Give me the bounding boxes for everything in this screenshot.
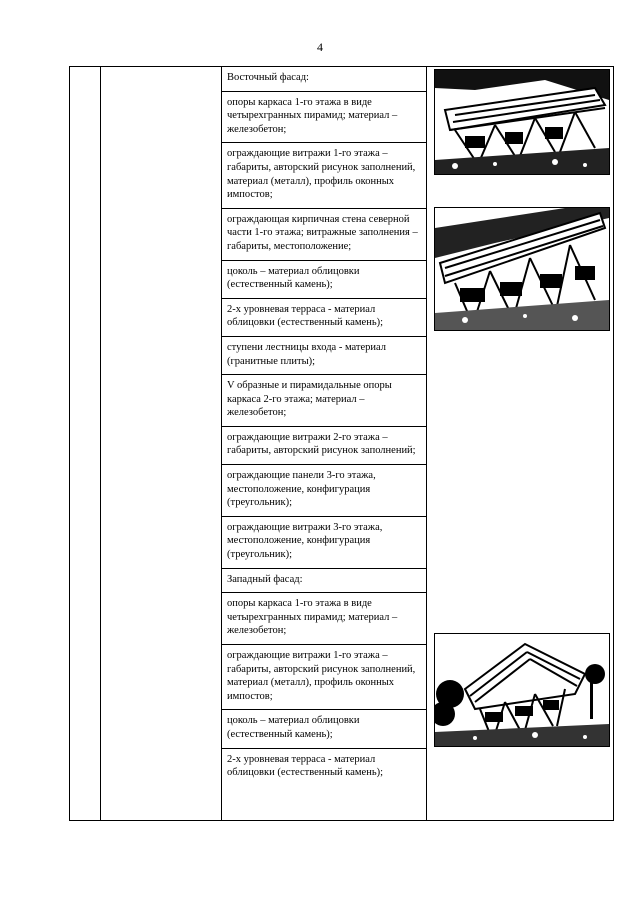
- list-item: ограждающие панели 3-го этажа, местоположение, конфигурация (треугольник);: [227, 470, 376, 509]
- list-item: V образные и пирамидальные опоры каркаса 2-го этажа; материал – железобетон;: [227, 380, 392, 419]
- list-item: опоры каркаса 1-го этажа в виде четырехгранных пирамид; материал – железобетон;: [227, 598, 398, 637]
- page-number: 4: [317, 40, 323, 54]
- east-facade-photo-1: [434, 69, 610, 175]
- list-item: 2-х уровневая терраса - материал облицовки (естественный камень);: [227, 753, 384, 779]
- list-item: цоколь – материал облицовки (естественный камень);: [227, 265, 360, 291]
- list-item: ступени лестницы входа - материал (гранитные плиты);: [227, 341, 387, 367]
- list-item: ограждающие витражи 1-го этажа – габариты, авторский рисунок заполнений, материал (металл), профиль оконных импостов;: [227, 650, 416, 702]
- column-divider: [426, 67, 427, 820]
- west-facade-photo: [434, 633, 610, 747]
- list-item: ограждающие витражи 3-го этажа, местоположение, конфигурация (треугольник);: [227, 521, 383, 561]
- list-item: 2-х уровневая терраса - материал облицовки (естественный камень);: [227, 303, 384, 329]
- list-item: ограждающие витражи 1-го этажа – габариты, авторский рисунок заполнений, материал (металл), профиль оконных импостов;: [227, 148, 416, 201]
- document-table: [69, 66, 614, 821]
- list-item: опоры каркаса 1-го этажа в виде четырехгранных пирамид; материал – железобетон;: [227, 96, 398, 135]
- column-divider: [100, 67, 101, 820]
- list-item: ограждающая кирпичная стена северной части 1-го этажа; витражные заполнения – габариты, местоположение;: [227, 213, 418, 252]
- list-item: цоколь – материал облицовки (естественный камень);: [227, 715, 360, 740]
- section-heading-east: Восточный фасад:: [227, 72, 309, 83]
- section-heading-west: Западный фасад:: [227, 573, 303, 585]
- east-facade-photo-2: [434, 207, 610, 331]
- description-column: [221, 67, 426, 786]
- list-item: ограждающие витражи 2-го этажа – габариты, авторский рисунок заполнений;: [227, 431, 416, 457]
